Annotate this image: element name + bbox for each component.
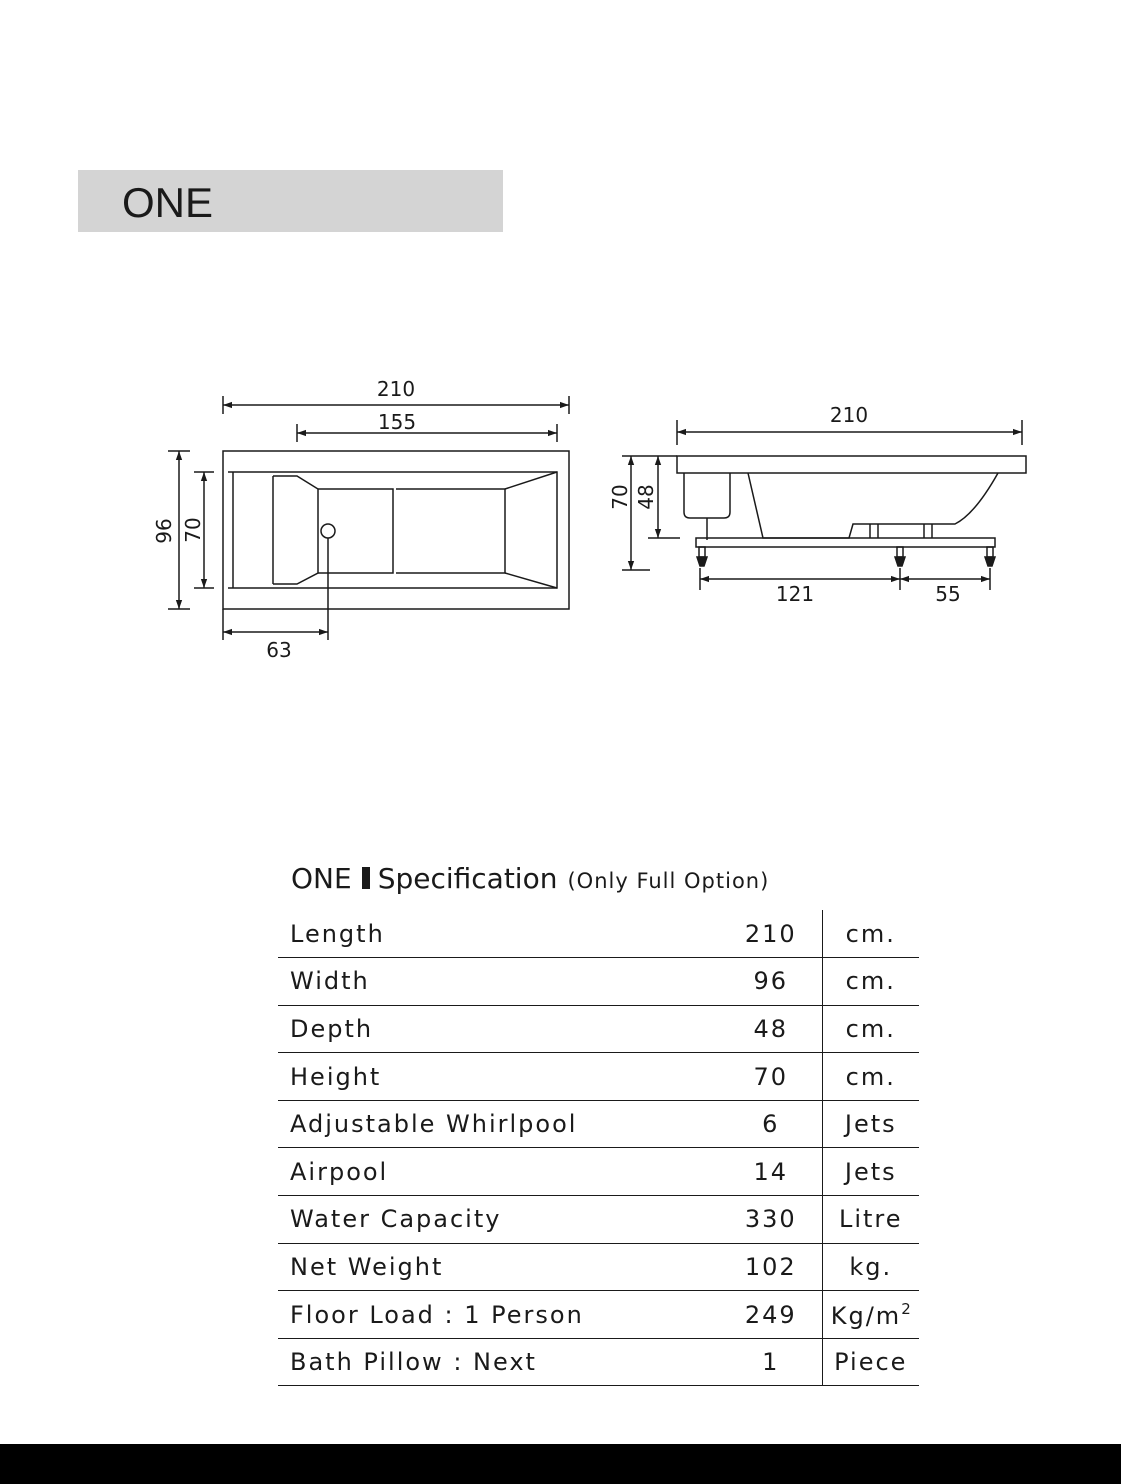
side-rim bbox=[677, 456, 1026, 473]
leg-span-label: 121 bbox=[775, 582, 815, 606]
tub-outline bbox=[223, 451, 569, 609]
top-length-label: 210 bbox=[376, 377, 416, 401]
spec-name: Adjustable Whirlpool bbox=[278, 1100, 720, 1148]
spec-unit-text: Kg/m bbox=[830, 1301, 902, 1330]
side-height-label: 70 bbox=[608, 484, 632, 510]
spec-value: 102 bbox=[720, 1243, 822, 1291]
spec-title: Specification bbox=[377, 862, 558, 895]
table-row bbox=[278, 1005, 919, 1053]
spec-unit bbox=[822, 958, 919, 1006]
spec-name: Width bbox=[278, 958, 720, 1006]
spec-unit bbox=[822, 910, 919, 958]
spec-unit bbox=[822, 1005, 919, 1053]
spec-value: 48 bbox=[720, 1005, 822, 1053]
basin-floor bbox=[318, 489, 505, 573]
spec-value: 330 bbox=[720, 1196, 822, 1244]
table-row bbox=[278, 1053, 919, 1101]
spec-unit bbox=[822, 1100, 919, 1148]
spec-value: 70 bbox=[720, 1053, 822, 1101]
spec-unit bbox=[822, 1196, 919, 1244]
spec-value: 249 bbox=[720, 1291, 822, 1339]
spec-name: Depth bbox=[278, 1005, 720, 1053]
spec-value: 96 bbox=[720, 958, 822, 1006]
spec-name: Floor Load : 1 Person bbox=[278, 1291, 720, 1339]
spec-unit-superscript: 2 bbox=[901, 1299, 911, 1318]
table-row bbox=[278, 958, 919, 1006]
spec-unit-text: Jets bbox=[844, 1110, 897, 1139]
table-row bbox=[278, 1243, 919, 1291]
spec-heading bbox=[291, 862, 769, 895]
side-length-label: 210 bbox=[829, 403, 869, 427]
spec-unit-text: kg. bbox=[849, 1252, 893, 1281]
spec-unit-text: cm. bbox=[845, 967, 896, 996]
tub-body bbox=[748, 473, 998, 538]
spec-unit-text: cm. bbox=[845, 1062, 896, 1091]
spec-value: 210 bbox=[720, 910, 822, 958]
top-inner-length-label: 155 bbox=[377, 410, 417, 434]
spec-unit-text: cm. bbox=[845, 1014, 896, 1043]
side-view bbox=[622, 420, 1026, 590]
drain-icon bbox=[321, 524, 335, 538]
spec-name: Bath Pillow : Next bbox=[278, 1338, 720, 1386]
table-row bbox=[278, 1338, 919, 1386]
spec-table bbox=[278, 910, 919, 1386]
spec-value: 6 bbox=[720, 1100, 822, 1148]
overflow-box bbox=[684, 473, 730, 518]
spec-name: Length bbox=[278, 910, 720, 958]
spec-unit bbox=[822, 1291, 919, 1339]
heading-divider bbox=[362, 867, 370, 889]
page-title: ONE bbox=[122, 179, 214, 226]
spec-name: Height bbox=[278, 1053, 720, 1101]
footer-bar bbox=[0, 1444, 1121, 1484]
spec-unit bbox=[822, 1338, 919, 1386]
drain-offset-label: 63 bbox=[266, 638, 292, 662]
spec-unit bbox=[822, 1148, 919, 1196]
spec-value: 1 bbox=[720, 1338, 822, 1386]
table-row bbox=[278, 1100, 919, 1148]
spec-model: ONE bbox=[291, 862, 352, 895]
spec-name: Water Capacity bbox=[278, 1196, 720, 1244]
spec-unit bbox=[822, 1243, 919, 1291]
table-row bbox=[278, 1148, 919, 1196]
support-frame bbox=[696, 538, 995, 547]
adjustable-leg bbox=[697, 547, 995, 566]
spec-name: Net Weight bbox=[278, 1243, 720, 1291]
leg-offset-label: 55 bbox=[935, 582, 961, 606]
side-depth-label: 48 bbox=[634, 484, 658, 510]
spec-unit-text: Litre bbox=[838, 1205, 903, 1234]
table-row bbox=[278, 1291, 919, 1339]
spec-name: Airpool bbox=[278, 1148, 720, 1196]
spec-unit-text: Piece bbox=[834, 1348, 908, 1377]
spec-value: 14 bbox=[720, 1148, 822, 1196]
top-width-label: 96 bbox=[152, 518, 176, 544]
spec-unit-text: cm. bbox=[845, 919, 896, 948]
spec-note: (Only Full Option) bbox=[567, 869, 770, 893]
spec-unit bbox=[822, 1053, 919, 1101]
table-row bbox=[278, 1196, 919, 1244]
spec-unit-text: Jets bbox=[844, 1157, 897, 1186]
table-row bbox=[278, 910, 919, 958]
top-inner-width-label: 70 bbox=[181, 517, 205, 543]
top-view bbox=[168, 396, 569, 640]
